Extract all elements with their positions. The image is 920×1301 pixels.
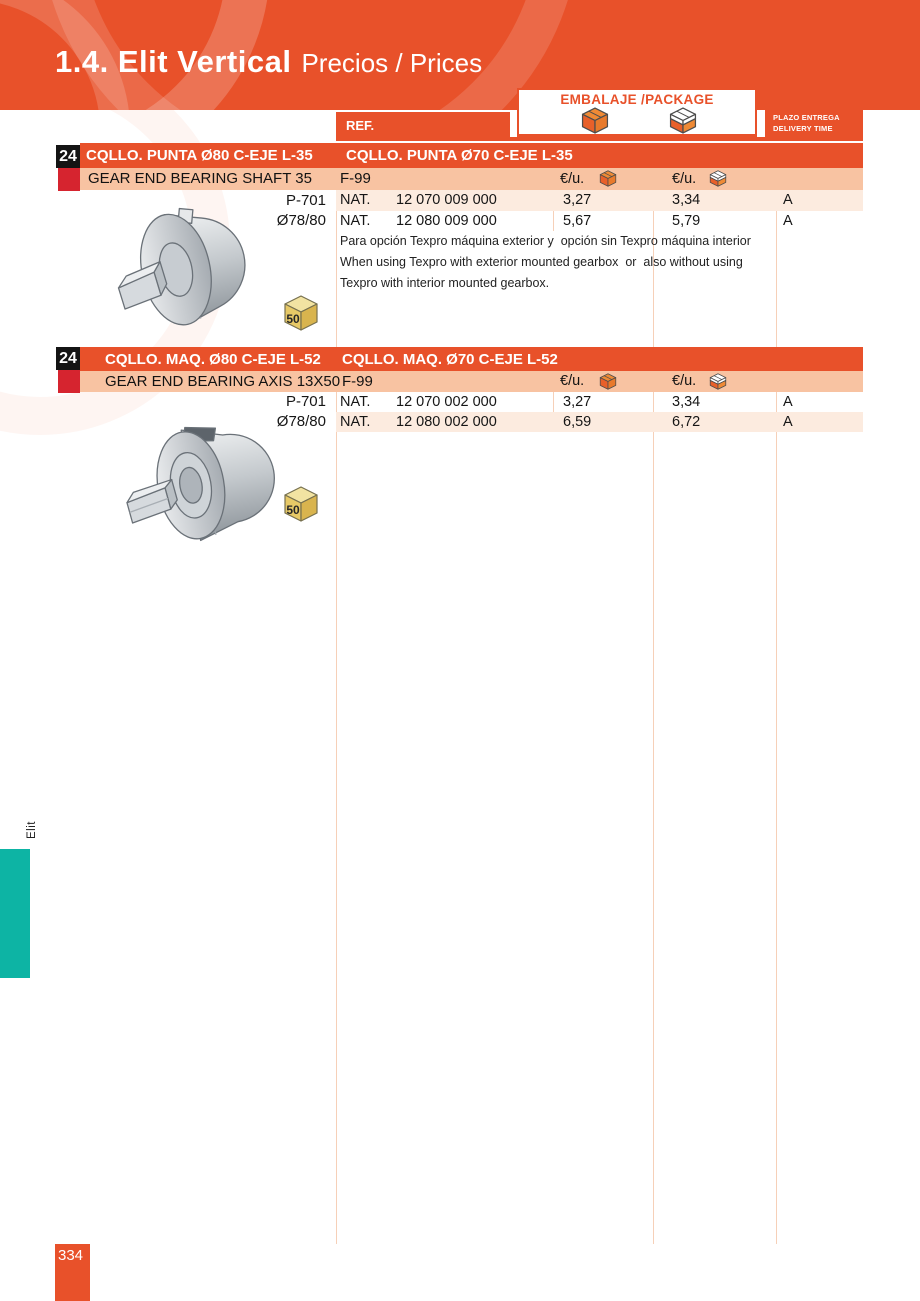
product-note bbox=[340, 231, 780, 294]
finish-code: F-99 bbox=[340, 170, 371, 187]
finish-cell: NAT. bbox=[340, 192, 371, 208]
package-column-header bbox=[517, 88, 757, 139]
delivery-label-es: PLAZO ENTREGA bbox=[773, 113, 840, 122]
open-package-box-icon bbox=[667, 106, 699, 135]
price-cell-pack1: 6,59 bbox=[563, 414, 592, 430]
package-label: EMBALAJE /PACKAGE bbox=[560, 92, 714, 107]
reference-cell: 12 080 009 000 bbox=[396, 213, 497, 229]
section-number-badge: 24 bbox=[56, 145, 80, 168]
section-subheader-row bbox=[80, 168, 863, 190]
price-cell-pack2: 3,34 bbox=[672, 192, 701, 208]
section-title-left: CQLLO. MAQ. Ø80 C-EJE L-52 bbox=[105, 351, 321, 368]
model-label: Ø78/80 bbox=[276, 413, 326, 430]
reference-cell: 12 070 002 000 bbox=[396, 394, 497, 410]
note-line: Texpro with interior mounted gearbox. bbox=[340, 276, 550, 290]
delivery-label-en: DELIVERY TIME bbox=[773, 124, 833, 133]
table-row bbox=[336, 392, 863, 412]
ref-column-header: REF. bbox=[336, 112, 510, 139]
section-title-right: CQLLO. PUNTA Ø70 C-EJE L-35 bbox=[346, 147, 573, 164]
finish-cell: NAT. bbox=[340, 213, 371, 229]
page-title bbox=[55, 44, 482, 80]
closed-package-box-icon bbox=[598, 169, 618, 188]
open-package-box-icon bbox=[708, 372, 728, 391]
section-title-left: CQLLO. PUNTA Ø80 C-EJE L-35 bbox=[86, 147, 313, 164]
section-color-badge bbox=[58, 370, 80, 393]
model-label: P-701 bbox=[285, 393, 326, 410]
table-row bbox=[336, 412, 863, 432]
pack-quantity-value: 50 bbox=[286, 503, 300, 517]
delivery-cell: A bbox=[783, 414, 793, 430]
section-number-badge: 24 bbox=[56, 347, 80, 370]
finish-code: F-99 bbox=[342, 373, 373, 390]
price-cell-pack2: 3,34 bbox=[672, 394, 701, 410]
product-image-gear-end-bearing-axis-13x50 bbox=[95, 420, 280, 548]
note-line: Para opción Texpro máquina exterior y opción sin Texpro máquina interior bbox=[340, 234, 751, 248]
section-title-bar bbox=[80, 347, 863, 372]
price-cell-pack1: 5,67 bbox=[563, 213, 592, 229]
note-line: When using Texpro with exterior mounted gearbox or also without using bbox=[340, 255, 743, 269]
pack-quantity-box-icon bbox=[280, 483, 322, 523]
price-cell-pack2: 5,79 bbox=[672, 213, 701, 229]
finish-cell: NAT. bbox=[340, 394, 371, 410]
section-title-right: CQLLO. MAQ. Ø70 C-EJE L-52 bbox=[342, 351, 558, 368]
page-title-main: 1.4. Elit Vertical bbox=[55, 44, 292, 79]
section-subheader-row bbox=[80, 371, 863, 392]
page-title-sub: Precios / Prices bbox=[301, 48, 483, 78]
open-package-box-icon bbox=[708, 169, 728, 188]
model-label: Ø78/80 bbox=[276, 212, 326, 229]
delivery-time-header bbox=[765, 107, 863, 139]
price-cell-pack1: 3,27 bbox=[563, 394, 592, 410]
sidebar-category-label: Elit bbox=[26, 821, 38, 839]
delivery-cell: A bbox=[783, 192, 793, 208]
price-cell-pack1: 3,27 bbox=[563, 192, 592, 208]
delivery-cell: A bbox=[783, 394, 793, 410]
delivery-cell: A bbox=[783, 213, 793, 229]
pack-quantity-value: 50 bbox=[286, 312, 300, 326]
product-subtitle: GEAR END BEARING AXIS 13X50 bbox=[105, 373, 341, 390]
price-unit-label-2: €/u. bbox=[672, 171, 697, 187]
section-title-bar bbox=[80, 143, 863, 168]
reference-cell: 12 070 009 000 bbox=[396, 192, 497, 208]
page-number-badge: 334 bbox=[55, 1244, 90, 1301]
price-unit-label-2: €/u. bbox=[672, 373, 697, 389]
price-cell-pack2: 6,72 bbox=[672, 414, 701, 430]
price-unit-label-1: €/u. bbox=[560, 171, 585, 187]
closed-package-box-icon bbox=[579, 106, 611, 135]
section-color-badge bbox=[58, 168, 80, 191]
table-row bbox=[336, 211, 863, 231]
model-label: P-701 bbox=[285, 192, 326, 209]
product-image-gear-end-bearing-shaft-35 bbox=[92, 198, 257, 336]
sidebar-category-color-tab bbox=[0, 849, 30, 978]
closed-package-box-icon bbox=[598, 372, 618, 391]
table-row bbox=[336, 190, 863, 211]
pack-quantity-box-icon bbox=[280, 292, 322, 332]
finish-cell: NAT. bbox=[340, 414, 371, 430]
product-subtitle: GEAR END BEARING SHAFT 35 bbox=[88, 170, 312, 187]
price-unit-label-1: €/u. bbox=[560, 373, 585, 389]
reference-cell: 12 080 002 000 bbox=[396, 414, 497, 430]
